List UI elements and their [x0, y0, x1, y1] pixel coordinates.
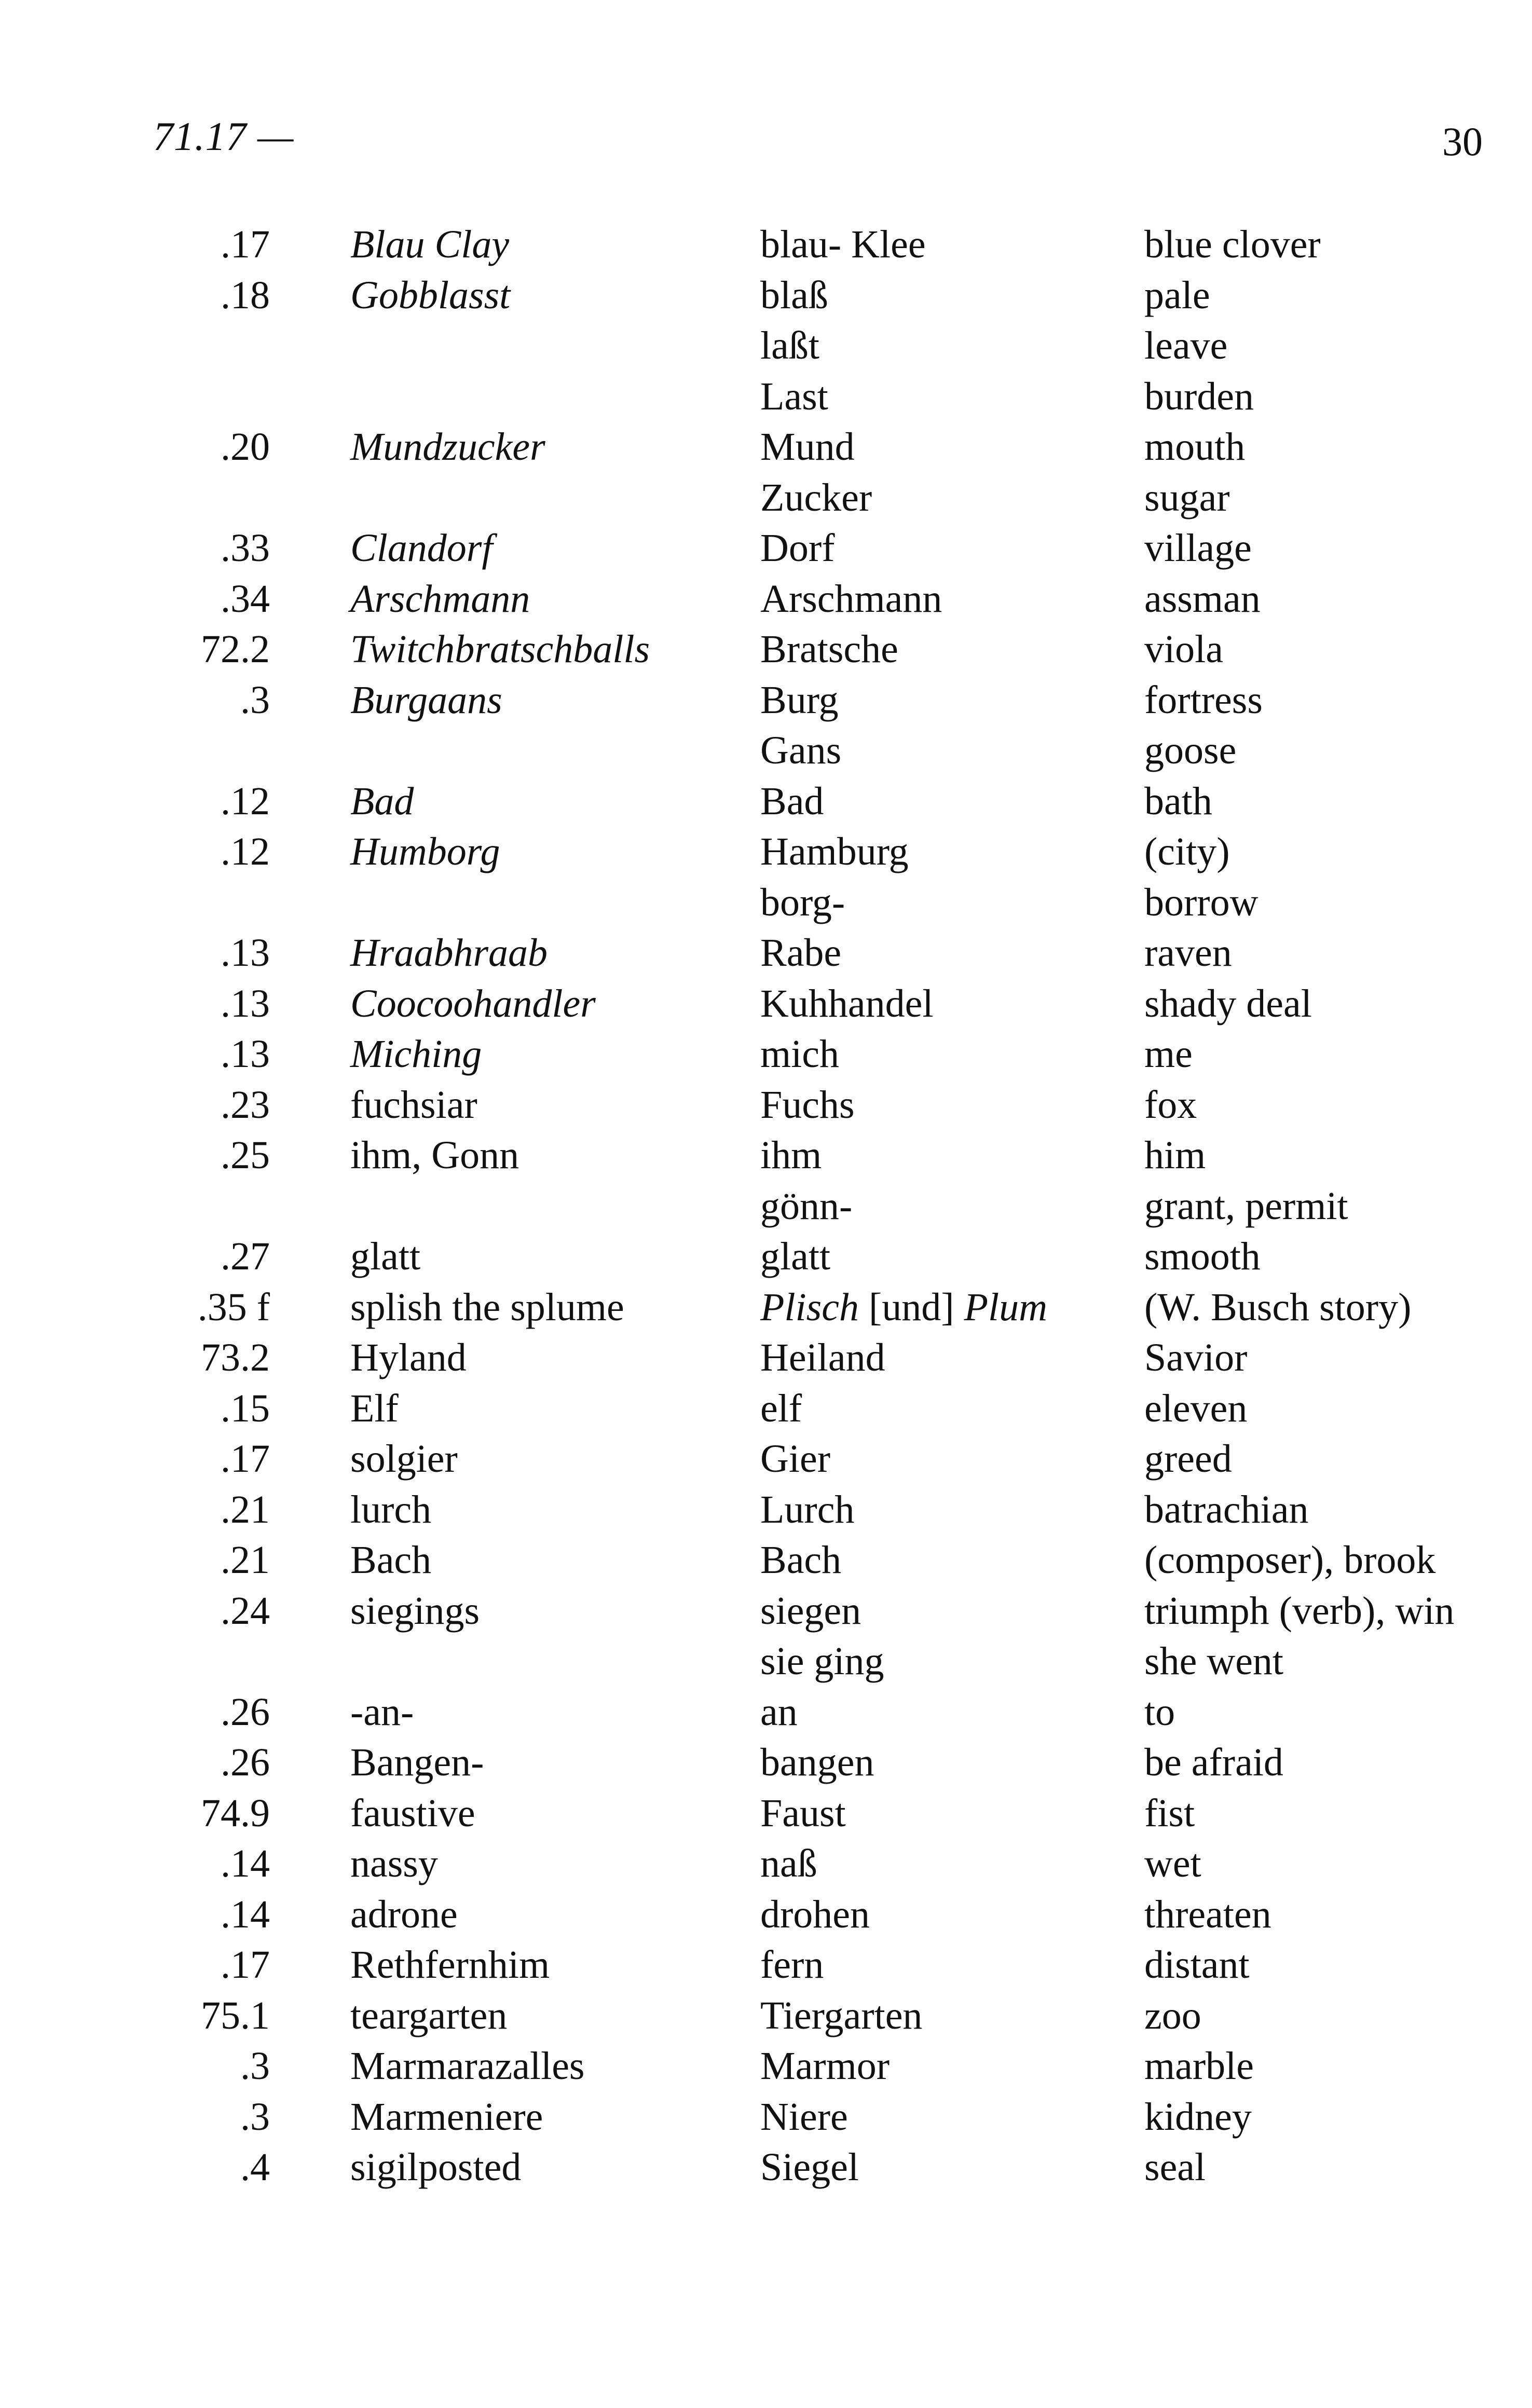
wake-term: faustive — [350, 1791, 475, 1835]
german-source: Gier — [760, 1437, 831, 1481]
english-gloss: (W. Busch story) — [1144, 1285, 1412, 1329]
english-gloss: assman — [1144, 577, 1261, 621]
english-gloss: fist — [1144, 1791, 1195, 1835]
line-reference: 74.9 — [201, 1791, 270, 1835]
german-source: Dorf — [760, 526, 835, 570]
table-row — [0, 2142, 1532, 2193]
table-row — [0, 270, 1532, 321]
table-row — [0, 726, 1532, 776]
line-reference: .3 — [240, 2044, 270, 2088]
wake-term: Marmeniere — [350, 2095, 543, 2139]
english-gloss: leave — [1144, 324, 1228, 367]
wake-term: splish the splume — [350, 1285, 624, 1329]
table-row — [0, 776, 1532, 827]
wake-term: Bach — [350, 1538, 432, 1582]
english-gloss: mouth — [1144, 425, 1246, 469]
english-gloss: village — [1144, 526, 1252, 570]
wake-term: Burgaans — [350, 678, 502, 722]
german-source: Last — [760, 374, 828, 418]
english-gloss: blue clover — [1144, 223, 1321, 266]
table-row — [0, 1991, 1532, 2042]
line-reference: .4 — [240, 2145, 270, 2189]
german-source-part: Plisch — [760, 1285, 859, 1329]
wake-term: Gobblasst — [350, 273, 511, 317]
table-row — [0, 928, 1532, 979]
table-row — [0, 473, 1532, 524]
wake-term: Elf — [350, 1386, 399, 1430]
wake-term: lurch — [350, 1487, 432, 1531]
running-head: 71.17 — — [153, 114, 294, 159]
wake-term: Humborg — [350, 830, 500, 873]
wake-term: -an- — [350, 1690, 414, 1734]
line-reference: 73.2 — [201, 1336, 270, 1379]
line-reference: .13 — [221, 981, 270, 1025]
german-source: naß — [760, 1842, 817, 1885]
english-gloss: batrachian — [1144, 1487, 1309, 1531]
table-row — [0, 1839, 1532, 1890]
line-reference: .25 — [221, 1133, 270, 1177]
line-reference: .13 — [221, 1032, 270, 1076]
german-source: Lurch — [760, 1487, 855, 1531]
line-reference: .26 — [221, 1741, 270, 1784]
table-row — [0, 1434, 1532, 1485]
table-row — [0, 827, 1532, 878]
wake-term: Bangen- — [350, 1741, 484, 1784]
gloss-table — [0, 220, 1532, 2193]
wake-term: Marmarazalles — [350, 2044, 585, 2088]
german-source: Hamburg — [760, 830, 909, 873]
german-source: laßt — [760, 324, 819, 367]
wake-term: nassy — [350, 1842, 438, 1885]
wake-term: siegings — [350, 1589, 480, 1633]
english-gloss: bath — [1144, 779, 1212, 823]
english-gloss: distant — [1144, 1943, 1250, 1987]
table-row — [0, 220, 1532, 270]
german-source: Burg — [760, 678, 839, 722]
line-reference: .12 — [221, 830, 270, 873]
table-row — [0, 1687, 1532, 1738]
german-source: sie ging — [760, 1639, 884, 1683]
wake-term: Blau Clay — [350, 223, 510, 266]
english-gloss: fortress — [1144, 678, 1263, 722]
line-reference: .18 — [221, 273, 270, 317]
german-source: Marmor — [760, 2044, 890, 2088]
wake-term: Miching — [350, 1032, 482, 1076]
line-reference: .21 — [221, 1487, 270, 1531]
german-source: elf — [760, 1386, 802, 1430]
german-source: Niere — [760, 2095, 848, 2139]
table-row — [0, 1130, 1532, 1181]
table-row — [0, 1737, 1532, 1788]
line-reference: .26 — [221, 1690, 270, 1734]
german-source: Gans — [760, 729, 842, 772]
german-source: Bad — [760, 779, 824, 823]
line-reference: .27 — [221, 1235, 270, 1278]
english-gloss: greed — [1144, 1437, 1232, 1481]
english-gloss: (city) — [1144, 830, 1230, 873]
german-source: Mund — [760, 425, 855, 469]
german-source: Heiland — [760, 1336, 885, 1379]
line-reference: 75.1 — [201, 1993, 270, 2037]
table-row — [0, 1890, 1532, 1940]
wake-term: fuchsiar — [350, 1083, 477, 1127]
english-gloss: kidney — [1144, 2095, 1252, 2139]
english-gloss: goose — [1144, 729, 1237, 772]
german-source: Bach — [760, 1538, 842, 1582]
english-gloss: zoo — [1144, 1993, 1201, 2037]
german-source: Bratsche — [760, 627, 898, 671]
german-source: Fuchs — [760, 1083, 855, 1127]
table-row — [0, 1940, 1532, 1991]
german-source: Zucker — [760, 475, 872, 519]
wake-term: sigilposted — [350, 2145, 522, 2189]
line-reference: .3 — [240, 2095, 270, 2139]
english-gloss: sugar — [1144, 475, 1230, 519]
table-row — [0, 624, 1532, 675]
wake-term: ihm, Gonn — [350, 1133, 519, 1177]
wake-term: adrone — [350, 1892, 458, 1936]
table-row — [0, 1232, 1532, 1282]
english-gloss: me — [1144, 1032, 1193, 1076]
table-row — [0, 675, 1532, 726]
wake-term: glatt — [350, 1235, 421, 1278]
english-gloss: threaten — [1144, 1892, 1271, 1936]
english-gloss: borrow — [1144, 880, 1259, 924]
german-source: blau- Klee — [760, 223, 926, 266]
wake-term: Rethfernhim — [350, 1943, 550, 1987]
english-gloss: to — [1144, 1690, 1175, 1734]
line-reference: .3 — [240, 678, 270, 722]
german-source: Arschmann — [760, 577, 942, 621]
line-reference: .33 — [221, 526, 270, 570]
german-source: fern — [760, 1943, 824, 1987]
german-source: Siegel — [760, 2145, 859, 2189]
english-gloss: viola — [1144, 627, 1223, 671]
line-reference: 72.2 — [201, 627, 270, 671]
line-reference: .20 — [221, 425, 270, 469]
table-row — [0, 1333, 1532, 1384]
english-gloss: be afraid — [1144, 1741, 1283, 1784]
table-row — [0, 574, 1532, 625]
line-reference: .17 — [221, 1943, 270, 1987]
table-row — [0, 878, 1532, 928]
german-source: blaß — [760, 273, 828, 317]
english-gloss: fox — [1144, 1083, 1197, 1127]
english-gloss: pale — [1144, 273, 1210, 317]
german-source-part: Plum — [964, 1285, 1048, 1329]
table-row — [0, 422, 1532, 473]
english-gloss: (composer), brook — [1144, 1538, 1436, 1582]
english-gloss: burden — [1144, 374, 1254, 418]
german-source: glatt — [760, 1235, 831, 1278]
line-reference: .17 — [221, 223, 270, 266]
wake-term: Clandorf — [350, 526, 493, 570]
english-gloss: raven — [1144, 931, 1232, 975]
line-reference: .23 — [221, 1083, 270, 1127]
wake-term: Twitchbratschballs — [350, 627, 650, 671]
english-gloss: wet — [1144, 1842, 1201, 1885]
table-row — [0, 979, 1532, 1030]
line-reference: .21 — [221, 1538, 270, 1582]
line-reference: .14 — [221, 1842, 270, 1885]
german-source: gönn- — [760, 1184, 853, 1228]
table-row — [0, 1586, 1532, 1637]
german-source: bangen — [760, 1741, 874, 1784]
english-gloss: grant, permit — [1144, 1184, 1348, 1228]
table-row — [0, 1282, 1532, 1333]
german-source: mich — [760, 1032, 839, 1076]
table-row — [0, 2041, 1532, 2092]
line-reference: .24 — [221, 1589, 270, 1633]
english-gloss: smooth — [1144, 1235, 1261, 1278]
table-row — [0, 2092, 1532, 2143]
line-reference: .17 — [221, 1437, 270, 1481]
german-source: Rabe — [760, 931, 842, 975]
german-source — [760, 1282, 1047, 1333]
english-gloss: eleven — [1144, 1386, 1248, 1430]
wake-term: teargarten — [350, 1993, 508, 2037]
wake-term: solgier — [350, 1437, 458, 1481]
english-gloss: shady deal — [1144, 981, 1312, 1025]
line-reference: .14 — [221, 1892, 270, 1936]
german-source: borg- — [760, 880, 845, 924]
english-gloss: him — [1144, 1133, 1206, 1177]
english-gloss: seal — [1144, 2145, 1206, 2189]
line-reference: .34 — [221, 577, 270, 621]
english-gloss: marble — [1144, 2044, 1254, 2088]
table-row — [0, 1788, 1532, 1839]
german-source-part: [und] — [858, 1285, 964, 1329]
table-row — [0, 1384, 1532, 1434]
german-source: Tiergarten — [760, 1993, 923, 2037]
table-row — [0, 1080, 1532, 1131]
wake-term: Hyland — [350, 1336, 467, 1379]
line-reference: .13 — [221, 931, 270, 975]
german-source: ihm — [760, 1133, 822, 1177]
table-row — [0, 1029, 1532, 1080]
line-reference: .35 f — [197, 1285, 270, 1329]
english-gloss: she went — [1144, 1639, 1284, 1683]
table-row — [0, 1535, 1532, 1586]
line-reference: .12 — [221, 779, 270, 823]
page-number: 30 — [1442, 119, 1483, 164]
line-reference: .15 — [221, 1386, 270, 1430]
table-row — [0, 523, 1532, 574]
english-gloss: triumph (verb), win — [1144, 1589, 1455, 1633]
german-source: Faust — [760, 1791, 846, 1835]
english-gloss: Savior — [1144, 1336, 1248, 1379]
german-source: an — [760, 1690, 798, 1734]
wake-term: Arschmann — [350, 577, 530, 621]
german-source: drohen — [760, 1892, 870, 1936]
table-row — [0, 321, 1532, 372]
table-row — [0, 1636, 1532, 1687]
wake-term: Hraabhraab — [350, 931, 548, 975]
table-row — [0, 372, 1532, 422]
wake-term: Bad — [350, 779, 414, 823]
german-source: siegen — [760, 1589, 861, 1633]
wake-term: Coocoohandler — [350, 981, 596, 1025]
table-row — [0, 1485, 1532, 1536]
table-row — [0, 1181, 1532, 1232]
wake-term: Mundzucker — [350, 425, 545, 469]
german-source: Kuhhandel — [760, 981, 934, 1025]
